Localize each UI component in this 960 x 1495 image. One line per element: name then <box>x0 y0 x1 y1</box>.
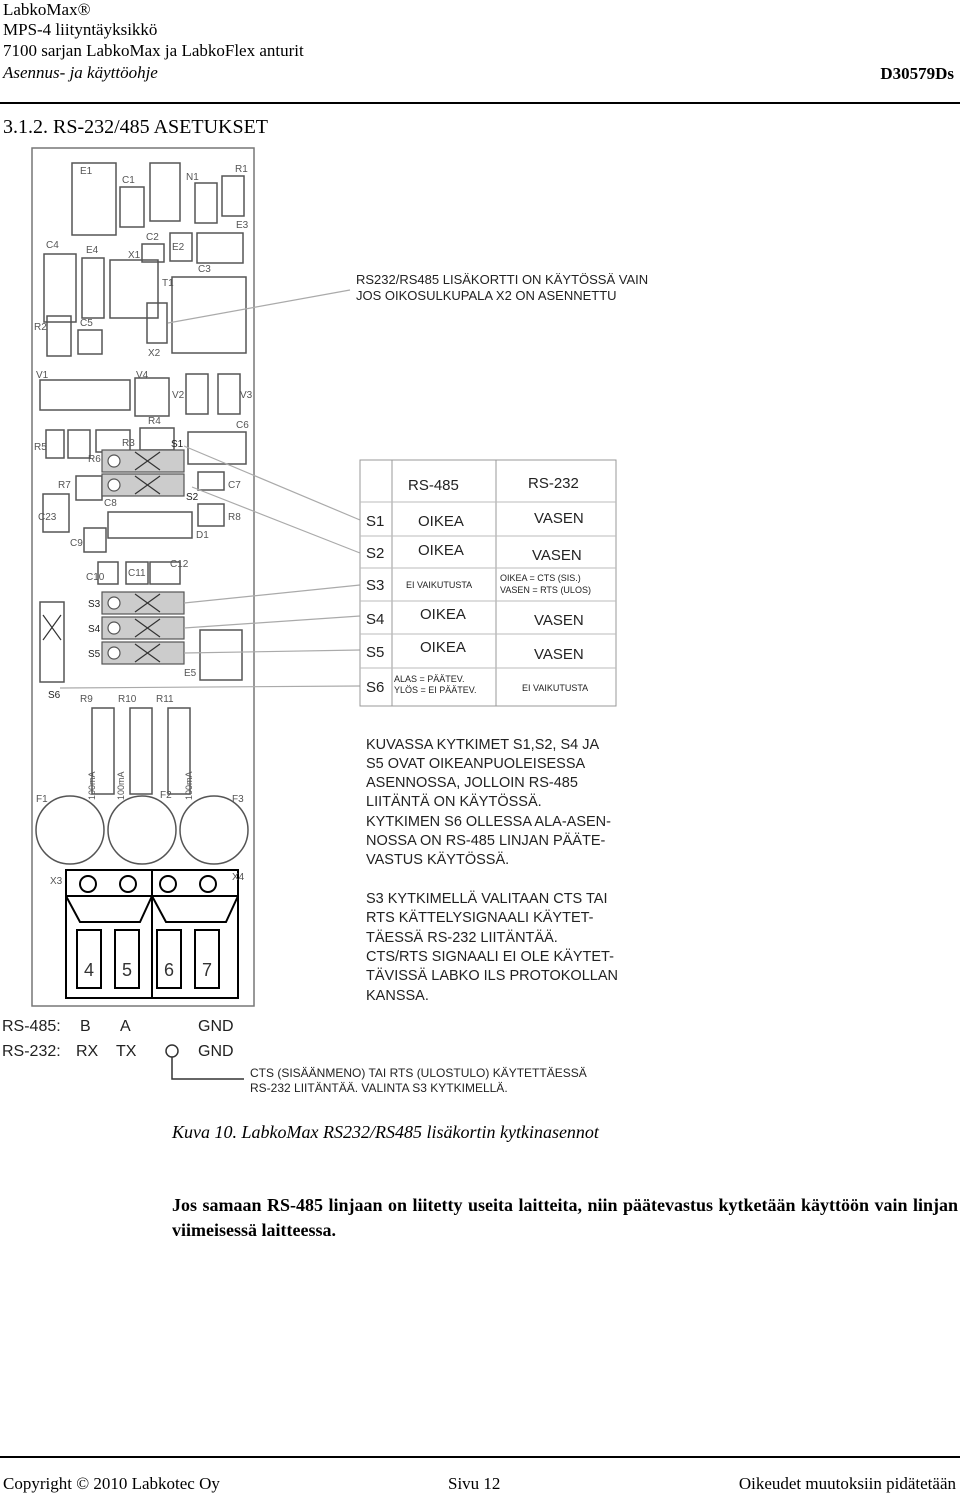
component-R7 <box>76 476 102 500</box>
svg-text:OIKEA = CTS (SIS.): OIKEA = CTS (SIS.) <box>500 573 581 583</box>
component-R1 <box>222 176 244 216</box>
svg-text:S2: S2 <box>366 545 385 562</box>
label-R1: R1 <box>235 164 248 175</box>
svg-text:B: B <box>80 1018 91 1035</box>
label-R9: R9 <box>80 694 93 705</box>
label-X4: X4 <box>232 872 245 883</box>
svg-text:S3 KYTKIMELLÄ VALITAAN CTS TAI: S3 KYTKIMELLÄ VALITAAN CTS TAI <box>366 891 608 907</box>
label-C9: C9 <box>70 538 83 549</box>
label-X1: X1 <box>128 250 141 261</box>
cts-rts-leader <box>172 1057 244 1079</box>
component-C3 <box>197 233 243 263</box>
label-C10: C10 <box>86 572 105 583</box>
svg-text:TÄVISSÄ LABKO ILS PROTOKOLLAN: TÄVISSÄ LABKO ILS PROTOKOLLAN <box>366 968 618 984</box>
label-R7: R7 <box>58 480 71 491</box>
component-N1 <box>195 183 217 223</box>
svg-text:VASEN: VASEN <box>532 547 582 564</box>
component-R8 <box>198 504 224 526</box>
svg-text:GND: GND <box>198 1043 234 1060</box>
svg-text:S6: S6 <box>366 679 385 696</box>
section-title: 3.1.2. RS-232/485 ASETUKSET <box>3 116 269 138</box>
label-V4: V4 <box>136 370 149 381</box>
label-fuse-3: 100mA <box>184 771 194 800</box>
svg-text:RS-232:: RS-232: <box>2 1043 61 1060</box>
label-C5: C5 <box>80 318 93 329</box>
svg-text:YLÖS = EI PÄÄTEV.: YLÖS = EI PÄÄTEV. <box>394 685 477 695</box>
label-D1: D1 <box>196 530 209 541</box>
component-R6 <box>68 430 90 458</box>
label-R5: R5 <box>34 442 47 453</box>
cts-note <box>250 1066 587 1095</box>
label-R6: R6 <box>88 454 101 465</box>
svg-text:TX: TX <box>116 1043 137 1060</box>
label-S4: S4 <box>88 624 101 635</box>
svg-text:KYTKIMEN S6 OLLESSA ALA-ASEN-: KYTKIMEN S6 OLLESSA ALA-ASEN- <box>366 814 611 830</box>
svg-text:CTS/RTS SIGNAALI EI OLE KÄYTET: CTS/RTS SIGNAALI EI OLE KÄYTET- <box>366 949 614 965</box>
component-V3 <box>218 374 240 414</box>
footer-copyright: Copyright © 2010 Labkotec Oy <box>3 1474 220 1493</box>
svg-text:GND: GND <box>198 1018 234 1035</box>
label-S1: S1 <box>171 439 184 450</box>
label-R3: R3 <box>122 438 135 449</box>
fuse-F3 <box>180 796 248 864</box>
label-X3: X3 <box>50 876 63 887</box>
svg-text:S3: S3 <box>366 577 385 594</box>
label-E2: E2 <box>172 242 185 253</box>
label-F1: F1 <box>36 794 48 805</box>
terminal-7: 7 <box>201 960 213 980</box>
component-C5 <box>78 330 102 354</box>
footer-rights: Oikeudet muutoksiin pidätetään <box>738 1474 956 1493</box>
svg-text:OIKEA: OIKEA <box>420 639 466 656</box>
svg-text:TÄESSÄ RS-232 LIITÄNTÄÄ.: TÄESSÄ RS-232 LIITÄNTÄÄ. <box>366 930 558 946</box>
label-F2: F2 <box>160 790 172 801</box>
component-V4 <box>135 378 169 416</box>
component-D1 <box>108 512 192 538</box>
component-X2 <box>147 303 167 343</box>
label-C4: C4 <box>46 240 59 251</box>
label-C6: C6 <box>236 420 249 431</box>
svg-text:JOS OIKOSULKUPALA X2 ON ASENNE: JOS OIKOSULKUPALA X2 ON ASENNETTU <box>356 288 617 303</box>
svg-text:S1: S1 <box>366 513 385 530</box>
svg-text:ALAS = PÄÄTEV.: ALAS = PÄÄTEV. <box>394 674 465 684</box>
svg-text:LIITÄNTÄ ON KÄYTÖSSÄ.: LIITÄNTÄ ON KÄYTÖSSÄ. <box>366 794 542 810</box>
fuse-F2 <box>108 796 176 864</box>
fuse-F1 <box>36 796 104 864</box>
label-R10: R10 <box>118 694 137 705</box>
label-S6: S6 <box>48 690 61 701</box>
terminal-5: 5 <box>121 960 133 980</box>
switch-S6 <box>40 602 64 682</box>
label-C11: C11 <box>128 568 146 579</box>
header-product: LabkoMax® <box>3 0 91 19</box>
label-E5: E5 <box>184 668 197 679</box>
svg-text:CTS (SISÄÄNMENO) TAI RTS (ULOS: CTS (SISÄÄNMENO) TAI RTS (ULOSTULO) KÄYTETTÄESSÄ <box>250 1066 587 1080</box>
footer-page-number: Sivu 12 <box>448 1474 501 1493</box>
svg-text:A: A <box>120 1018 131 1035</box>
svg-text:ASENNOSSA, JOLLOIN RS-485: ASENNOSSA, JOLLOIN RS-485 <box>366 775 578 791</box>
svg-text:KUVASSA KYTKIMET S1,S2, S4 JA: KUVASSA KYTKIMET S1,S2, S4 JA <box>366 737 600 753</box>
table-header-rs232: RS-232 <box>528 475 579 492</box>
jumper-note <box>356 272 648 303</box>
component-V1 <box>40 380 130 410</box>
label-S3: S3 <box>88 599 101 610</box>
label-S5: S5 <box>88 649 101 660</box>
svg-text:VASTUS KÄYTÖSSÄ.: VASTUS KÄYTÖSSÄ. <box>366 852 510 868</box>
header-series: 7100 sarjan LabkoMax ja LabkoFlex anturit <box>3 41 304 60</box>
label-C1: C1 <box>122 175 135 186</box>
label-S2: S2 <box>186 492 199 503</box>
label-C12: C12 <box>170 559 189 570</box>
svg-text:S5 OVAT OIKEANPUOLEISESSA: S5 OVAT OIKEANPUOLEISESSA <box>366 756 586 772</box>
label-F3: F3 <box>232 794 244 805</box>
pin-labels <box>2 1018 234 1060</box>
label-N1: N1 <box>186 172 199 183</box>
cts-rts-pin <box>166 1045 178 1057</box>
label-V3: V3 <box>240 390 253 401</box>
svg-text:OIKEA: OIKEA <box>418 542 464 559</box>
label-fuse-2: 100mA <box>116 771 126 800</box>
component-C7 <box>198 472 224 490</box>
label-C23: C23 <box>38 512 57 523</box>
component-R5 <box>46 430 64 458</box>
label-X2: X2 <box>148 348 161 359</box>
note-s3 <box>366 890 618 1004</box>
label-E1: E1 <box>80 166 93 177</box>
table-header-rs485: RS-485 <box>408 477 459 494</box>
label-C8: C8 <box>104 498 117 509</box>
svg-text:RS-485:: RS-485: <box>2 1018 61 1035</box>
svg-text:OIKEA: OIKEA <box>418 513 464 530</box>
component-V2 <box>186 374 208 414</box>
note-rs485 <box>366 737 611 868</box>
svg-text:S4: S4 <box>366 611 385 628</box>
terminal-4: 4 <box>83 960 95 980</box>
svg-text:RS232/RS485 LISÄKORTTI ON KÄYT: RS232/RS485 LISÄKORTTI ON KÄYTÖSSÄ VAIN <box>356 272 649 287</box>
label-E4: E4 <box>86 245 99 256</box>
svg-text:RX: RX <box>76 1043 99 1060</box>
svg-text:NOSSA ON RS-485 LINJAN PÄÄTE-: NOSSA ON RS-485 LINJAN PÄÄTE- <box>366 833 606 849</box>
svg-text:EI VAIKUTUSTA: EI VAIKUTUSTA <box>406 580 473 590</box>
component-C6 <box>188 432 246 464</box>
component-C4 <box>44 254 76 322</box>
svg-text:RTS KÄTTELYSIGNAALI KÄYTET-: RTS KÄTTELYSIGNAALI KÄYTET- <box>366 910 594 926</box>
label-C7: C7 <box>228 480 241 491</box>
component-R10 <box>130 708 152 794</box>
component-E5 <box>200 630 242 680</box>
label-E3: E3 <box>236 220 249 231</box>
svg-text:VASEN: VASEN <box>534 646 584 663</box>
figure-caption: Kuva 10. LabkoMax RS232/RS485 lisäkortin kytkinasennot <box>172 1122 599 1142</box>
body-paragraph: Jos samaan RS-485 linjaan on liitetty useita laitteita, niin päätevastus kytketään käyttöön vain linjan viimeisessä laitteessa. <box>172 1195 958 1240</box>
switch-settings-table <box>360 460 616 706</box>
label-fuse-1: 100mA <box>87 771 97 800</box>
label-C3: C3 <box>198 264 211 275</box>
label-C2: C2 <box>146 232 159 243</box>
svg-text:VASEN: VASEN <box>534 612 584 629</box>
component-E4 <box>82 258 104 318</box>
label-V2: V2 <box>172 390 185 401</box>
component-X1 <box>110 260 158 318</box>
component-E1 <box>72 163 116 235</box>
svg-text:RS-232 LIITÄNTÄÄ. VALINTA S3: RS-232 LIITÄNTÄÄ. VALINTA S3 KYTKIMELLÄ. <box>250 1081 508 1095</box>
label-R8: R8 <box>228 512 241 523</box>
label-R11: R11 <box>156 694 174 705</box>
svg-text:OIKEA: OIKEA <box>420 606 466 623</box>
terminal-numbers <box>84 960 212 980</box>
footer-rule <box>0 1456 960 1458</box>
svg-text:VASEN: VASEN <box>534 510 584 527</box>
label-R4: R4 <box>148 416 161 427</box>
header-doc-code: D30579Ds <box>880 64 954 83</box>
label-V1: V1 <box>36 370 49 381</box>
header-subtitle: Asennus- ja käyttöohje <box>3 63 158 82</box>
svg-text:KANSSA.: KANSSA. <box>366 988 429 1004</box>
label-T1: T1 <box>162 278 174 289</box>
component-block <box>150 163 180 221</box>
terminal-6: 6 <box>163 960 175 980</box>
component-R4 <box>140 428 174 450</box>
svg-text:VASEN = RTS (ULOS): VASEN = RTS (ULOS) <box>500 585 591 595</box>
header-module: MPS-4 liityntäyksikkö <box>3 20 158 39</box>
component-C1 <box>120 187 144 227</box>
label-R2: R2 <box>34 322 47 333</box>
component-C9 <box>84 528 106 552</box>
svg-text:EI VAIKUTUSTA: EI VAIKUTUSTA <box>522 683 589 693</box>
svg-text:S5: S5 <box>366 644 385 661</box>
